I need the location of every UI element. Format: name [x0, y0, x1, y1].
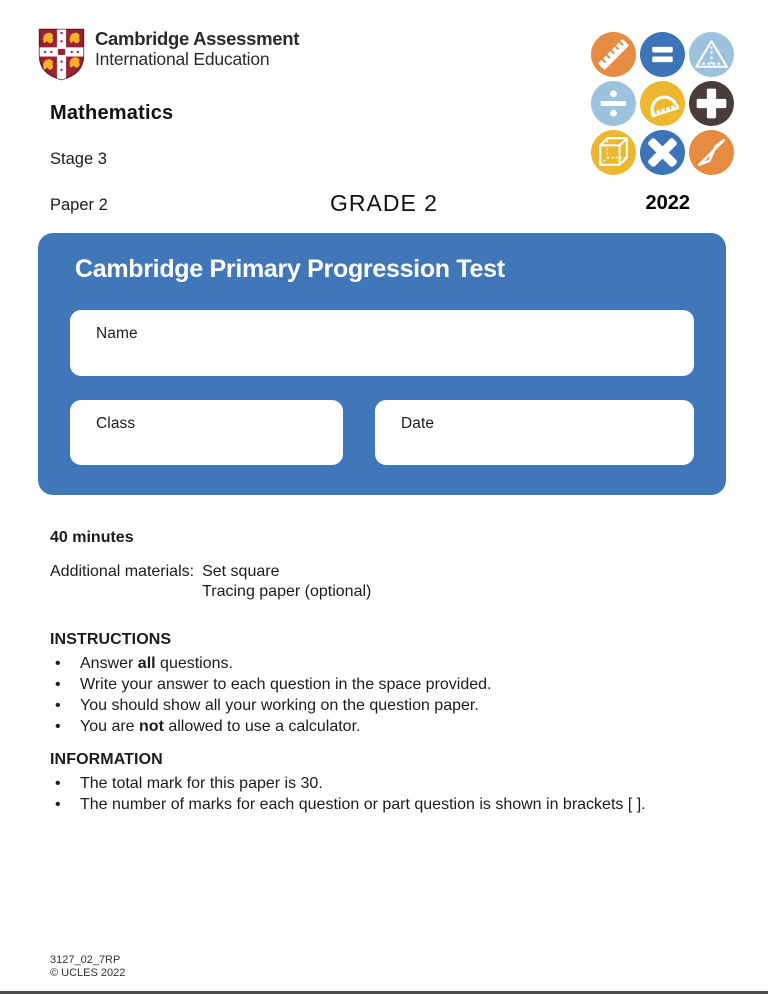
bullet-text-bold: all — [137, 655, 156, 672]
bullet-item — [50, 695, 492, 716]
logo-text — [95, 29, 299, 69]
duration-label: 40 minutes — [50, 529, 134, 546]
bullet-text: allowed to use a calculator. — [163, 718, 361, 735]
bullet-text: Write your answer to each question in the space provided. — [80, 676, 492, 693]
cambridge-logo — [38, 28, 299, 81]
cambridge-shield-icon — [38, 28, 85, 81]
materials-label: Additional materials: — [50, 563, 195, 580]
materials-items — [202, 562, 371, 602]
materials-item: Set square — [202, 563, 280, 580]
bullet-text: You should show all your working on the question paper. — [80, 697, 479, 714]
bullet-item — [50, 716, 492, 737]
equals-icon — [640, 32, 685, 77]
class-field[interactable] — [70, 400, 343, 465]
information-heading: INFORMATION — [50, 751, 163, 768]
banner-title: Cambridge Primary Progression Test — [75, 255, 505, 283]
bullet-item: • The number of marks for each question or part question is shown in brackets [ ]. — [50, 794, 646, 815]
bullet-item — [50, 674, 492, 695]
bullet-text: questions. — [155, 655, 233, 672]
stage-label: Stage 3 — [50, 150, 107, 168]
class-field-label: Class — [96, 415, 136, 432]
name-field[interactable] — [70, 310, 694, 376]
set-square-icon — [689, 130, 734, 175]
bullet-text: You are — [80, 718, 140, 735]
plus-icon — [689, 81, 734, 126]
information-list — [50, 773, 646, 815]
logo-line2: International Education — [95, 48, 270, 69]
date-field-label: Date — [401, 415, 435, 432]
math-icon-grid — [591, 32, 734, 175]
progression-test-banner — [38, 233, 726, 495]
pyramid-icon — [689, 32, 734, 77]
multiply-icon — [640, 130, 685, 175]
bullet-text: Answer — [80, 655, 138, 672]
name-field-label: Name — [96, 325, 138, 342]
bullet-item — [50, 653, 492, 674]
materials-item: Tracing paper (optional) — [202, 583, 372, 600]
paper-label: Paper 2 — [50, 196, 108, 214]
copyright: © UCLES 2022 — [50, 967, 126, 979]
subject-title: Mathematics — [50, 102, 174, 124]
divide-icon — [591, 81, 636, 126]
year-label: 2022 — [645, 192, 690, 214]
grade-label: GRADE 2 — [330, 190, 438, 216]
paper-code: 3127_02_7RP — [50, 954, 121, 966]
footer — [50, 954, 125, 980]
logo-line1: Cambridge Assessment — [95, 28, 300, 49]
date-field[interactable] — [375, 400, 694, 465]
instructions-list — [50, 653, 492, 737]
cube-icon — [591, 130, 636, 175]
additional-materials — [50, 562, 371, 602]
instructions-heading: INSTRUCTIONS — [50, 631, 172, 648]
bullet-item: • The total mark for this paper is 30. — [50, 773, 646, 794]
ruler-icon — [591, 32, 636, 77]
bullet-text-bold: not — [139, 718, 164, 735]
protractor-icon — [640, 81, 685, 126]
